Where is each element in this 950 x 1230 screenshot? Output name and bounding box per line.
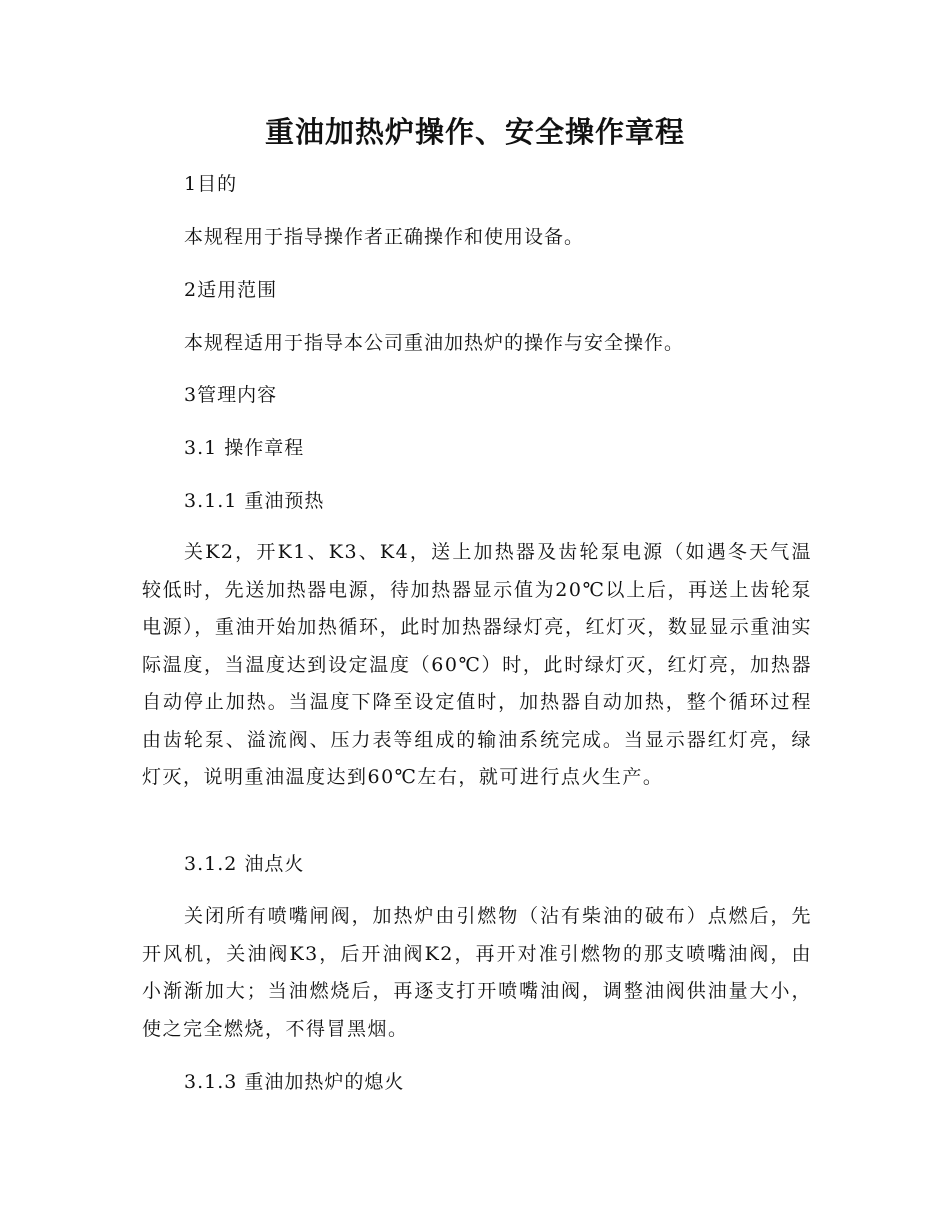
subsection-heading-ignition: 3.1.2 油点火 bbox=[184, 853, 305, 875]
ignition-paragraph: 关闭所有喷嘴闸阀，加热炉由引燃物（沾有柴油的破布）点燃后，先开风机，关油阀K3，后开油阀K2，再开对准引燃物的那支喷嘴油阀，由小渐渐加大；当油燃烧后，再逐支打开喷嘴油阀，调整油阀供油量大小，使之完全燃烧，不得冒黑烟。 bbox=[142, 905, 812, 1040]
subsection-heading-preheat: 3.1.1 重油预热 bbox=[184, 490, 325, 512]
scope-text: 本规程适用于指导本公司重油加热炉的操作与安全操作。 bbox=[184, 332, 685, 354]
subsection-heading-shutdown: 3.1.3 重油加热炉的熄火 bbox=[184, 1071, 405, 1093]
preheat-paragraph: 关K2，开K1、K3、K4，送上加热器及齿轮泵电源（如遇冬天气温较低时，先送加热器电源，待加热器显示值为20℃以上后，再送上齿轮泵电源），重油开始加热循环，此时加热器绿灯亮，红灯灭，数显显示重油实际温度，当温度达到设定温度（60℃）时，此时绿灯灭，红灯亮，加热器自动停止加热。当温度下降至设定值时，加热器自动加热，整个循环过程由齿轮泵、溢流阀、压力表等组成的输油系统完成。当显示器红灯亮，绿灯灭，说明重油温度达到60℃左右，就可进行点火生产。 bbox=[142, 541, 812, 788]
section-heading-management: 3管理内容 bbox=[184, 384, 278, 406]
subsection-heading-operations: 3.1 操作章程 bbox=[184, 437, 305, 459]
document-title: 重油加热炉操作、安全操作章程 bbox=[264, 115, 685, 149]
section-heading-purpose: 1目的 bbox=[184, 173, 238, 195]
section-heading-scope: 2适用范围 bbox=[184, 279, 278, 301]
purpose-text: 本规程用于指导操作者正确操作和使用设备。 bbox=[184, 226, 585, 248]
